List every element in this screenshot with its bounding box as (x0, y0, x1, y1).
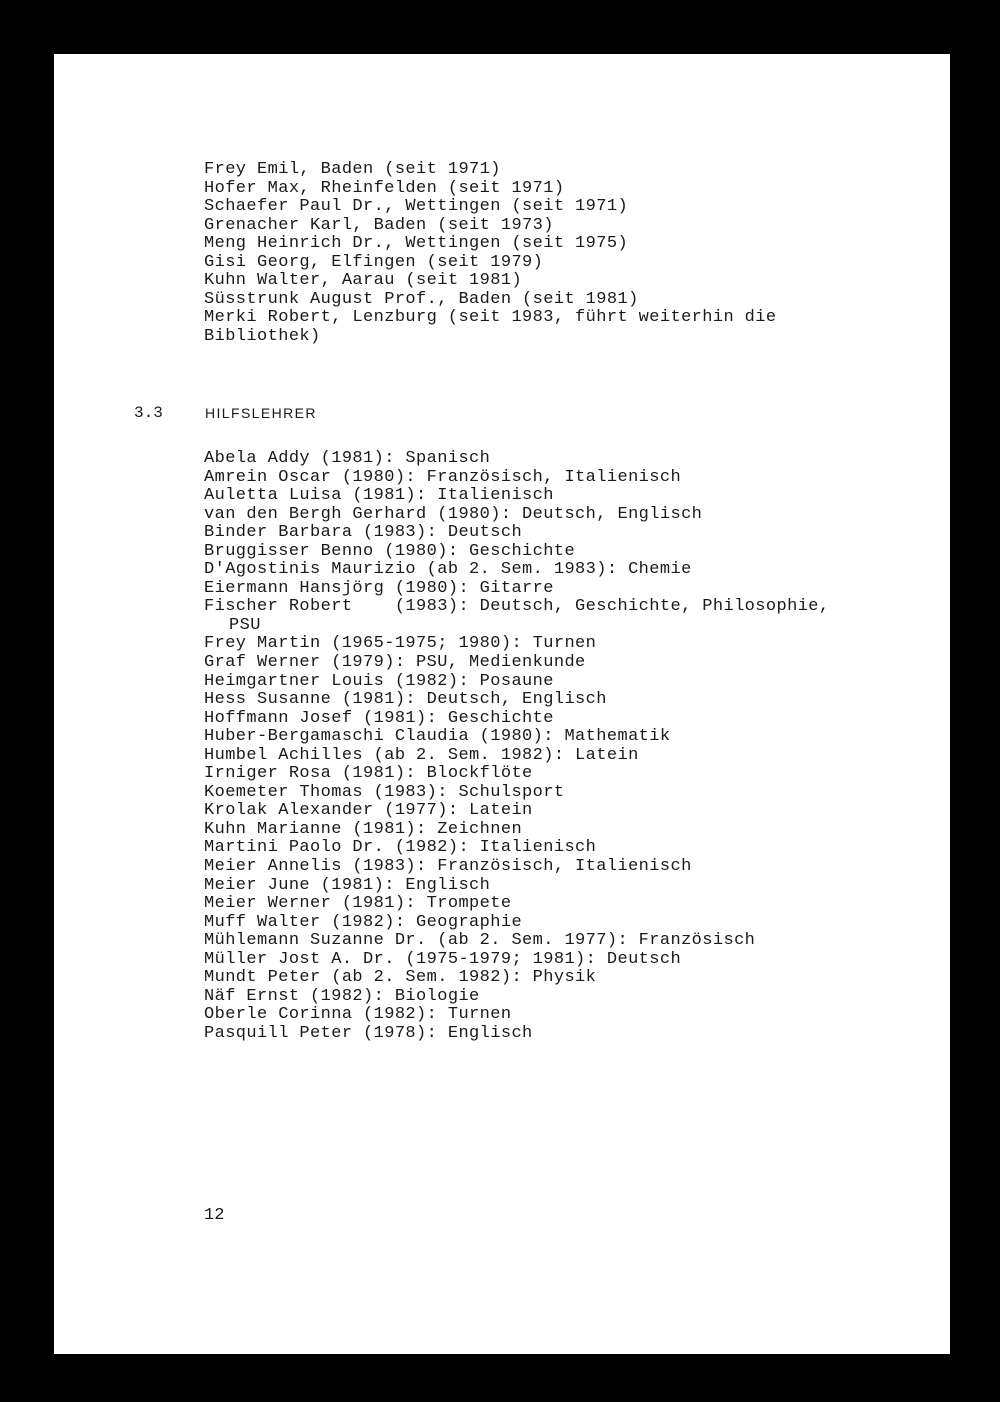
list-item: Meier Werner (1981): Trompete (204, 894, 512, 914)
list-item: Oberle Corinna (1982): Turnen (204, 1005, 512, 1025)
list-item: Auletta Luisa (1981): Italienisch (204, 486, 554, 506)
list-item: Meier June (1981): Englisch (204, 875, 491, 895)
list-item: Kuhn Walter, Aarau (seit 1981) (204, 271, 523, 291)
list-item: Fischer Robert (1983): Deutsch, Geschichte, Philosophie, (204, 597, 830, 617)
section-title: HILFSLEHRER (205, 405, 317, 421)
list-item-continuation: PSU (229, 615, 261, 635)
section-number: 3.3 (134, 404, 163, 422)
list-item: Mühlemann Suzanne Dr. (ab 2. Sem. 1977): Französisch (204, 931, 756, 951)
list-item: Hoffmann Josef (1981): Geschichte (204, 708, 554, 728)
former-teachers-list (204, 161, 777, 346)
list-item: Gisi Georg, Elfingen (seit 1979) (204, 252, 544, 272)
page-number: 12 (204, 1206, 225, 1225)
list-item: Hess Susanne (1981): Deutsch, Englisch (204, 690, 607, 710)
list-item: Martini Paolo Dr. (1982): Italienisch (204, 838, 597, 858)
list-item: Amrein Oscar (1980): Französisch, Italienisch (204, 467, 682, 487)
list-item: Abela Addy (1981): Spanisch (204, 449, 491, 468)
list-item: Mundt Peter (ab 2. Sem. 1982): Physik (204, 968, 597, 988)
list-item: Pasquill Peter (1978): Englisch (204, 1023, 533, 1043)
list-item: Frey Emil, Baden (seit 1971) (204, 160, 501, 179)
list-item: Schaefer Paul Dr., Wettingen (seit 1971) (204, 197, 629, 217)
list-item: Frey Martin (1965-1975; 1980): Turnen (204, 634, 597, 654)
list-item: Grenacher Karl, Baden (seit 1973) (204, 215, 554, 235)
list-item: Süsstrunk August Prof., Baden (seit 1981) (204, 289, 639, 309)
list-item: Muff Walter (1982): Geographie (204, 912, 523, 932)
list-item: Müller Jost A. Dr. (1975-1979; 1981): Deutsch (204, 949, 682, 969)
list-item: Irniger Rosa (1981): Blockflöte (204, 764, 533, 784)
list-item: Merki Robert, Lenzburg (seit 1983, führt weiterhin die (204, 308, 777, 328)
section-heading (134, 403, 634, 423)
list-item: Hofer Max, Rheinfelden (seit 1971) (204, 178, 565, 198)
document-page (54, 54, 950, 1354)
list-item: Heimgartner Louis (1982): Posaune (204, 671, 554, 691)
list-item: Meng Heinrich Dr., Wettingen (seit 1975) (204, 234, 629, 254)
list-item: Graf Werner (1979): PSU, Medienkunde (204, 653, 586, 673)
assistant-teachers-list (204, 450, 830, 1044)
list-item: D'Agostinis Maurizio (ab 2. Sem. 1983): Chemie (204, 560, 692, 580)
list-item-continuation: Bibliothek) (204, 326, 321, 346)
list-item: Kuhn Marianne (1981): Zeichnen (204, 819, 523, 839)
list-item: Huber-Bergamaschi Claudia (1980): Mathematik (204, 727, 671, 747)
list-item: Bruggisser Benno (1980): Geschichte (204, 541, 576, 561)
list-item: Binder Barbara (1983): Deutsch (204, 523, 523, 543)
list-item: van den Bergh Gerhard (1980): Deutsch, Englisch (204, 504, 703, 524)
list-item: Koemeter Thomas (1983): Schulsport (204, 782, 565, 802)
list-item: Krolak Alexander (1977): Latein (204, 801, 533, 821)
list-item: Näf Ernst (1982): Biologie (204, 986, 480, 1006)
list-item: Meier Annelis (1983): Französisch, Italienisch (204, 857, 692, 877)
list-item: Eiermann Hansjörg (1980): Gitarre (204, 578, 554, 598)
list-item: Humbel Achilles (ab 2. Sem. 1982): Latein (204, 745, 639, 765)
